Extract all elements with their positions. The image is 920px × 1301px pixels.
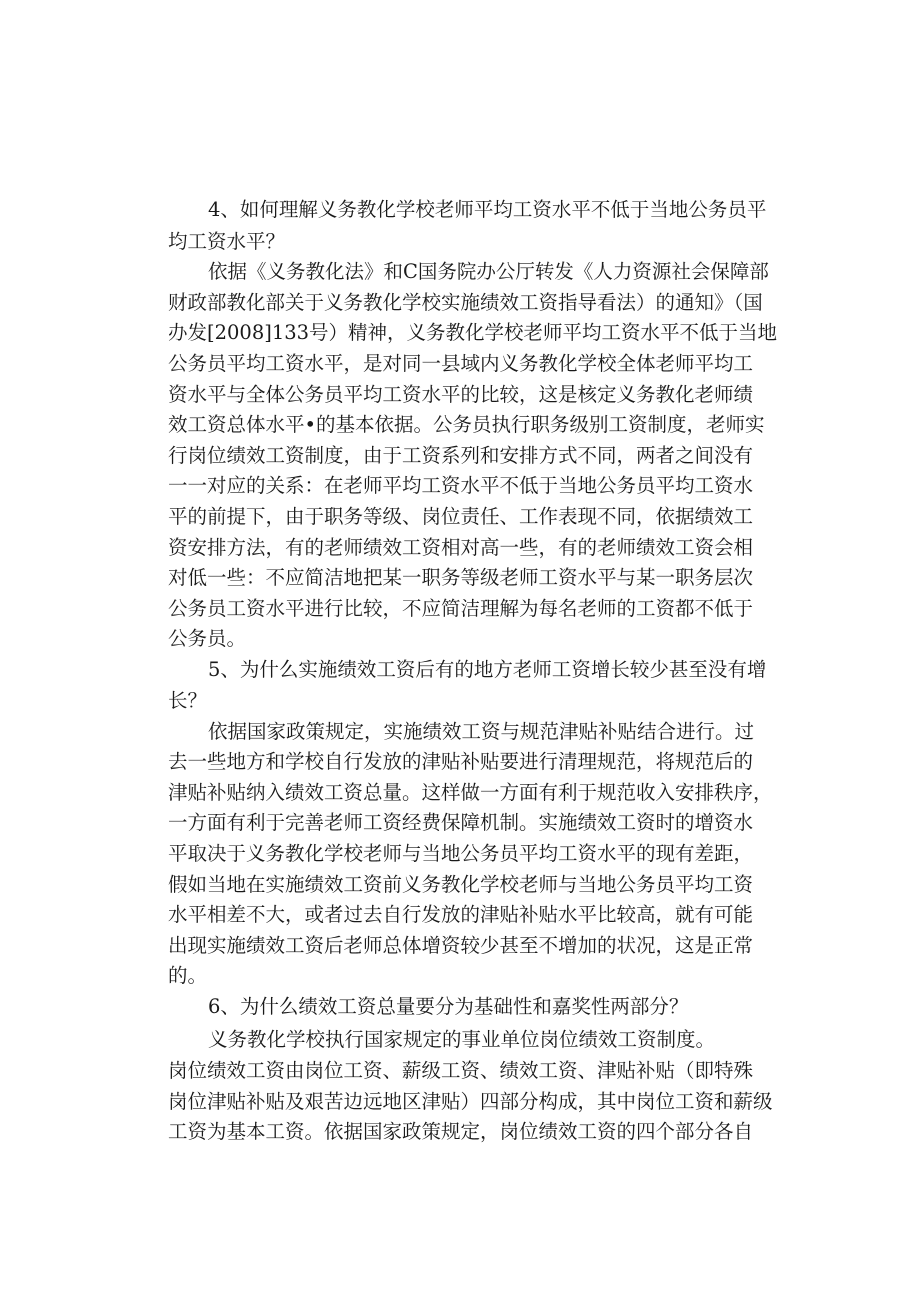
text-line: 一方面有利于完善老师工资经费保障机制。实施绩效工资时的增资水 bbox=[168, 811, 754, 834]
text-line: 去一些地方和学校自行发放的津贴补贴要进行清理规范，将规范后的 bbox=[168, 750, 754, 773]
text-line: 6、为什么绩效工资总量要分为基础性和嘉奖性两部分？ bbox=[208, 995, 689, 1018]
text-line: 一一对应的关系：在老师平均工资水平不低于当地公务员平均工资水 bbox=[168, 474, 754, 497]
text-line: 的。 bbox=[168, 964, 208, 987]
text-line: 公务员工资水平进行比较，不应简洁理解为每名老师的工资都不低于 bbox=[168, 597, 754, 620]
text-line: 平的前提下，由于职务等级、岗位责任、工作表现不同，依据绩效工 bbox=[168, 505, 754, 528]
text-line: 长？ bbox=[168, 689, 208, 712]
text-line: 财政部教化部关于义务教化学校实施绩效工资指导看法）的通知》（国 bbox=[168, 291, 763, 314]
text-line: 4、如何理解义务教化学校老师平均工资水平不低于当地公务员平 bbox=[208, 198, 767, 221]
text-line: 津贴补贴纳入绩效工资总量。这样做一方面有利于规范收入安排秩序， bbox=[168, 781, 773, 804]
text-line: 资水平与全体公务员平均工资水平的比较，这是核定义务教化老师绩 bbox=[168, 383, 754, 406]
text-line: 均工资水平？ bbox=[168, 230, 286, 253]
text-line: 公务员平均工资水平，是对同一县域内义务教化学校全体老师平均工 bbox=[168, 352, 754, 375]
text-line: 平取决于义务教化学校老师与当地公务员平均工资水平的现有差距， bbox=[168, 842, 754, 865]
text-line: 资安排方法，有的老师绩效工资相对高一些，有的老师绩效工资会相 bbox=[168, 536, 754, 559]
text-line: 办发[2008]133号）精神，义务教化学校老师平均工资水平不低于当地 bbox=[168, 321, 778, 344]
text-line: 对低一些：不应简洁地把某一职务等级老师工资水平与某一职务层次 bbox=[168, 566, 754, 589]
text-line: 出现实施绩效工资后老师总体增资较少甚至不增加的状况，这是正常 bbox=[168, 934, 754, 957]
text-line: 岗位津贴补贴及艰苦边远地区津贴）四部分构成，其中岗位工资和薪级 bbox=[168, 1090, 773, 1113]
text-line: 效工资总体水平•的基本依据。公务员执行职务级别工资制度，老师实 bbox=[168, 413, 765, 436]
text-line: 5、为什么实施绩效工资后有的地方老师工资增长较少甚至没有增 bbox=[208, 658, 767, 681]
text-line: 工资为基本工资。依据国家政策规定，岗位绩效工资的四个部分各自 bbox=[168, 1120, 754, 1143]
text-line: 依据《义务教化法》和C国务院办公厅转发《人力资源社会保障部 bbox=[208, 260, 769, 283]
text-line: 假如当地在实施绩效工资前义务教化学校老师与当地公务员平均工资 bbox=[168, 873, 754, 896]
text-line: 岗位绩效工资由岗位工资、薪级工资、绩效工资、津贴补贴（即特殊 bbox=[168, 1059, 754, 1082]
text-line: 行岗位绩效工资制度，由于工资系列和安排方式不同，两者之间没有 bbox=[168, 444, 754, 467]
text-line: 公务员。 bbox=[168, 627, 247, 650]
text-line: 义务教化学校执行国家规定的事业单位岗位绩效工资制度。 bbox=[208, 1028, 716, 1051]
text-line: 水平相差不大，或者过去自行发放的津贴补贴水平比较高，就有可能 bbox=[168, 903, 754, 926]
text-line: 依据国家政策规定，实施绩效工资与规范津贴补贴结合进行。过 bbox=[208, 720, 755, 743]
